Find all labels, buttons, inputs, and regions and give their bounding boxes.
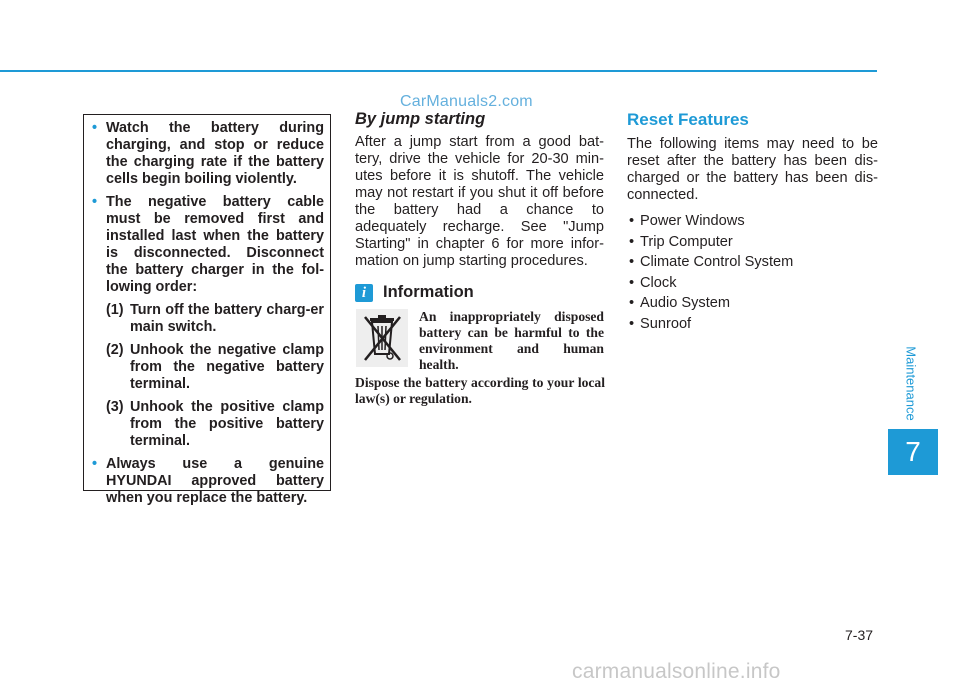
warning-list	[89, 120, 324, 513]
chapter-tab: 7	[888, 429, 938, 475]
information-header	[355, 283, 474, 302]
page-number: 7-37	[845, 627, 874, 643]
warning-box	[83, 114, 331, 506]
warning-bullet: • Watch the battery during charging, and stop or reduce the charging rate if the battery cells begin boiling violently.	[92, 120, 324, 187]
jump-start-title: By jump starting	[355, 110, 486, 128]
warning-step: (2) Unhook the negative clamp from the negative battery terminal.	[106, 342, 324, 392]
list-item: • Power Windows	[629, 213, 745, 229]
section-side-label: Maintenance	[903, 346, 919, 421]
warning-bullet: • Always use a genuine HYUNDAI approved battery when you replace the battery.	[92, 456, 324, 506]
list-item: • Trip Computer	[629, 233, 733, 250]
watermark-top[interactable]: CarManuals2.com	[400, 93, 533, 110]
header-rule	[0, 70, 877, 72]
list-item: • Clock	[629, 274, 677, 291]
list-item: • Sunroof	[629, 315, 692, 332]
warning-bullet: • The negative battery cable must be removed first and installed last when the battery is disconnected. Disconnect the battery charger in the fol-lowing order:	[92, 194, 324, 295]
crossed-bin-icon	[356, 309, 408, 367]
reset-section	[627, 110, 878, 334]
list-item: • Climate Control System	[629, 254, 794, 270]
jump-start-text: After a jump start from a good bat-tery, drive the vehicle for 20-30 min-utes before it is shutoff. The vehicle may not restart if you shut it off before the battery had a chance to adequately recharge. See "Jump Starting" in chapter 6 for more infor-mation on jump starting procedures.	[355, 134, 604, 269]
bullet-dot: •	[92, 194, 98, 210]
bullet-dot: •	[92, 456, 98, 472]
reset-intro: The following items may need to be reset after the battery has been dis-charged or the battery has been dis-connected.	[627, 136, 878, 203]
information-title: Information	[383, 283, 474, 301]
warning-step: (1) Turn off the battery charg-er main switch.	[106, 302, 324, 335]
bullet-dot: •	[92, 120, 98, 136]
info-icon: i	[355, 284, 373, 302]
list-item: • Audio System	[629, 295, 731, 311]
reset-list	[627, 211, 878, 334]
jump-start-section	[355, 110, 604, 270]
watermark-bottom[interactable]: carmanualsonline.info	[572, 660, 781, 683]
warning-step: (3) Unhook the positive clamp from the positive battery terminal.	[106, 399, 324, 449]
information-text: An inappropriately disposed battery can be harmful to the environment and human health.	[419, 309, 604, 372]
reset-title: Reset Features	[627, 110, 749, 129]
information-text-2: Dispose the battery according to your local law(s) or regulation.	[355, 375, 605, 406]
